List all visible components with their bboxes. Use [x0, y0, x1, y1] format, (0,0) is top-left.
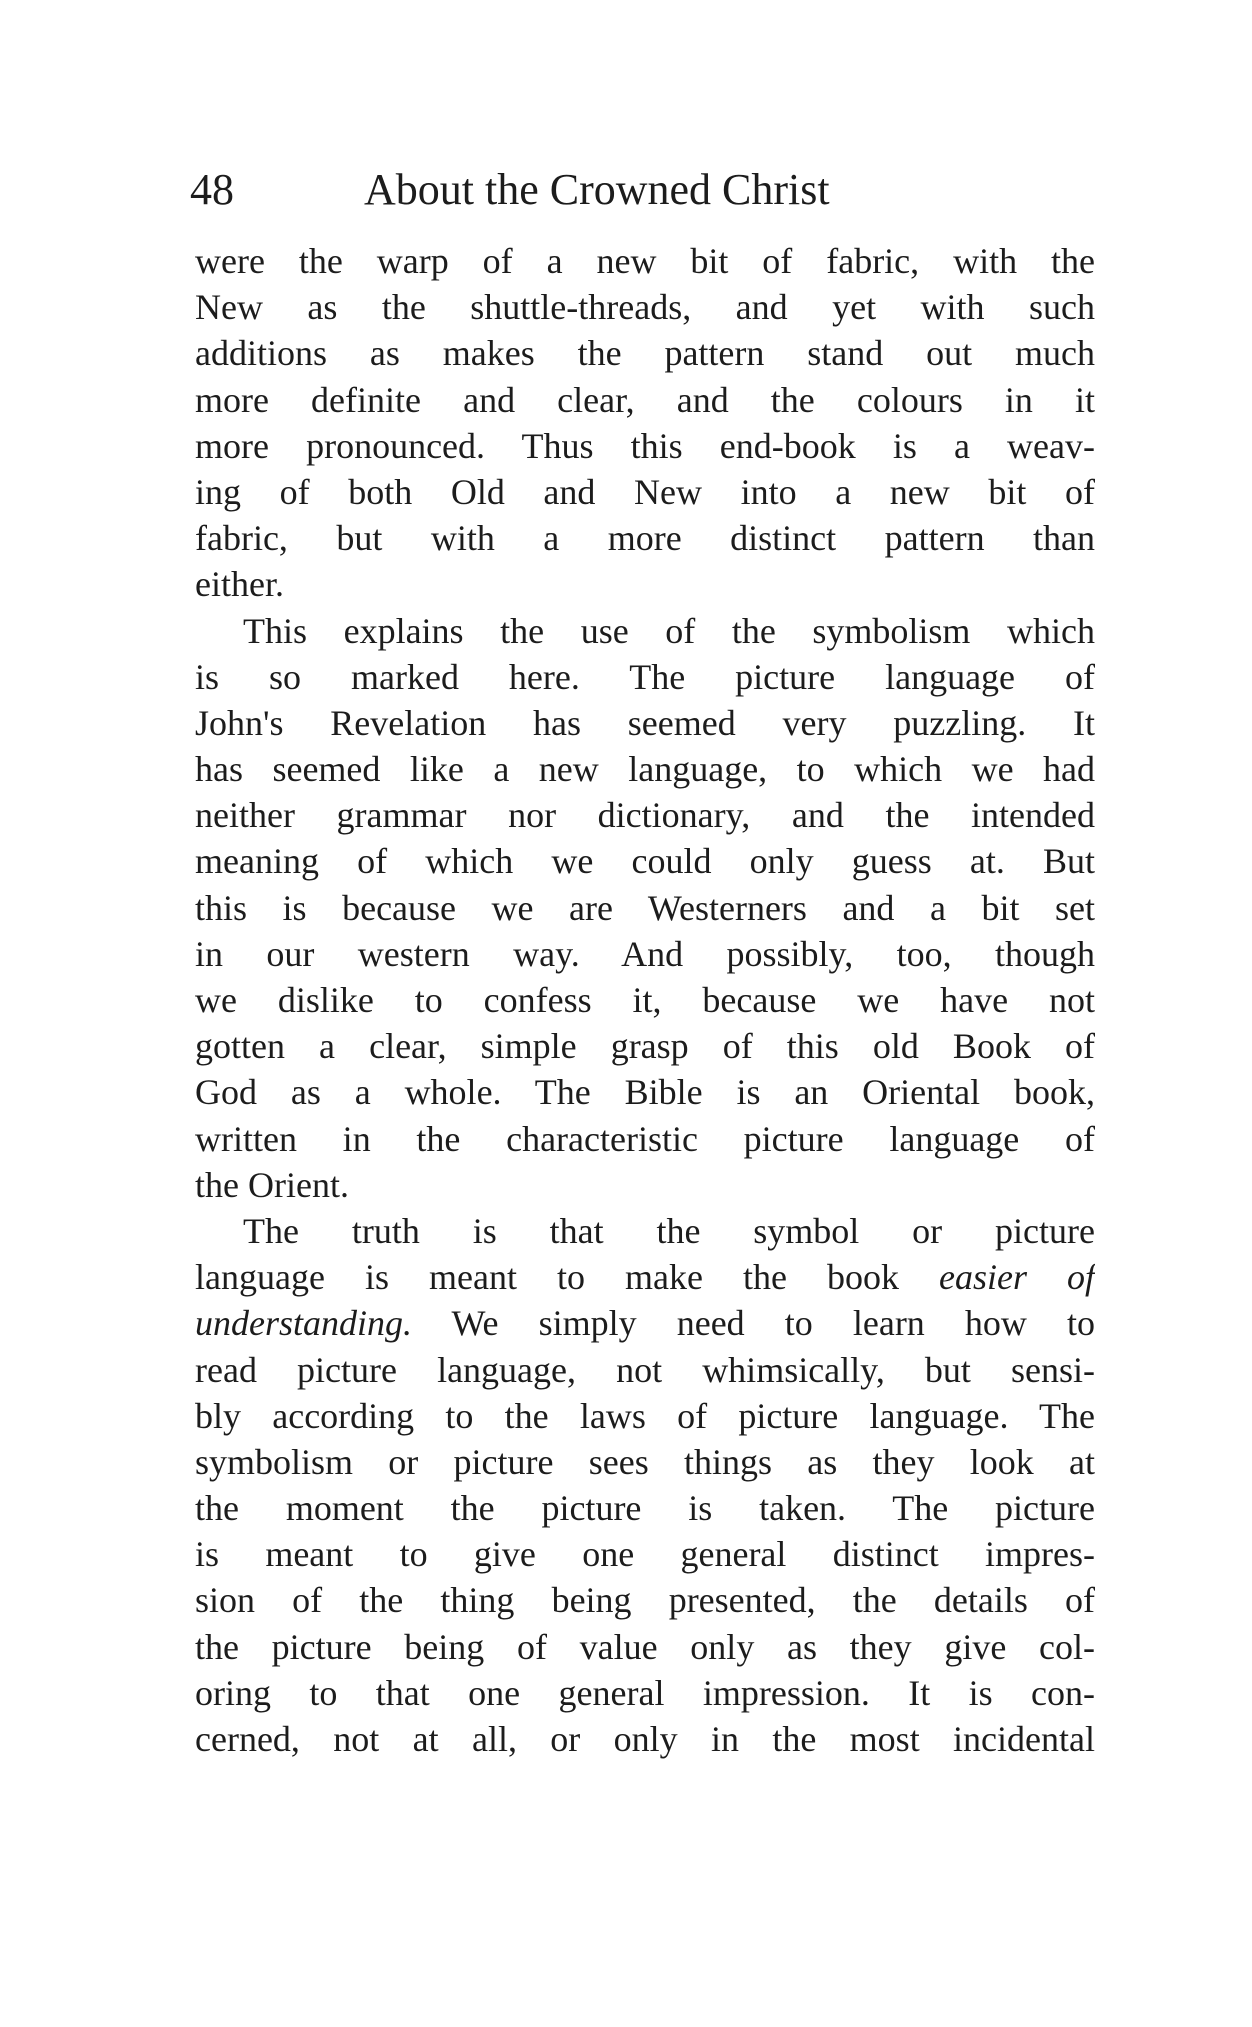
text-line: God as a whole. The Bible is an Oriental book,: [195, 1072, 1095, 1113]
text-line: more definite and clear, and the colours in it: [195, 379, 1095, 420]
emphasis-text: easier of: [939, 1257, 1095, 1298]
text-line: in our western way. And possibly, too, though: [195, 933, 1095, 974]
text-line: more pronounced. Thus this end-book is a weav-: [195, 425, 1095, 466]
paragraph-2: [195, 608, 1095, 1208]
text-line: the Orient.: [195, 1164, 349, 1205]
text-line: additions as makes the pattern stand out much: [195, 333, 1095, 374]
running-title: About the Crowned Christ: [364, 165, 830, 214]
text-line: bly according to the laws of picture language. The: [195, 1395, 1095, 1436]
text-line: New as the shuttle-threads, and yet with such: [195, 287, 1095, 328]
text-line: the picture being of value only as they give col-: [195, 1626, 1095, 1667]
text-line: [195, 1254, 1095, 1300]
text-line: The truth is that the symbol or picture: [243, 1210, 1095, 1251]
text-line: This explains the use of the symbolism which: [243, 610, 1095, 651]
paragraph-1: [195, 238, 1095, 608]
text-line: neither grammar nor dictionary, and the intended: [195, 795, 1095, 836]
paragraph-3: [195, 1208, 1095, 1762]
text-line: written in the characteristic picture language of: [195, 1118, 1095, 1159]
text-line: is meant to give one general distinct impres-: [195, 1534, 1095, 1575]
text-line: cerned, not at all, or only in the most incidental: [195, 1719, 1095, 1759]
page-number: 48: [190, 165, 234, 214]
text-line: oring to that one general impression. It is con-: [195, 1672, 1095, 1713]
text-line: sion of the thing being presented, the details of: [195, 1580, 1095, 1621]
text-line: is so marked here. The picture language of: [195, 656, 1095, 697]
text-line: gotten a clear, simple grasp of this old Book of: [195, 1026, 1095, 1067]
text-line: either.: [195, 564, 284, 605]
text-line: we dislike to confess it, because we have not: [195, 980, 1095, 1020]
text-line: has seemed like a new language, to which we had: [195, 749, 1095, 790]
body-text: [195, 238, 1095, 1762]
text-line: fabric, but with a more distinct pattern than: [195, 518, 1095, 559]
text-line: meaning of which we could only guess at. But: [195, 841, 1095, 882]
text-line: read picture language, not whimsically, but sensi-: [195, 1349, 1095, 1390]
text-run: language is meant to make the book: [195, 1257, 939, 1298]
text-line: were the warp of a new bit of fabric, with the: [195, 241, 1095, 281]
emphasis-text: understanding.: [195, 1303, 413, 1344]
text-line: ing of both Old and New into a new bit of: [195, 471, 1095, 512]
text-line: symbolism or picture sees things as they look at: [195, 1441, 1095, 1482]
text-line: [195, 1300, 1095, 1346]
text-line: John's Revelation has seemed very puzzling. It: [195, 702, 1095, 743]
text-line: the moment the picture is taken. The picture: [195, 1488, 1095, 1529]
text-line: this is because we are Westerners and a bit set: [195, 887, 1095, 928]
text-run: We simply need to learn how to: [412, 1303, 1095, 1344]
